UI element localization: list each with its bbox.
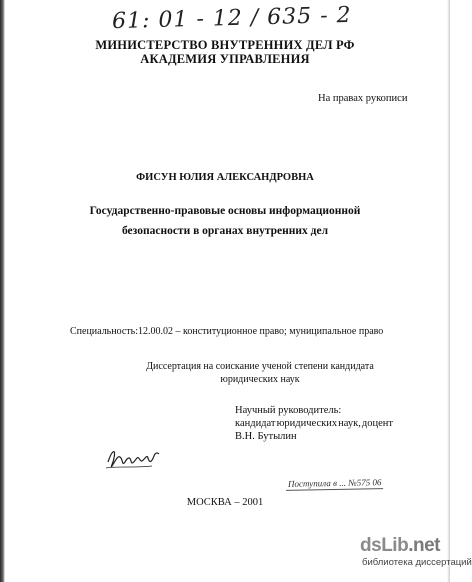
author-name: ФИСУН ЮЛИЯ АЛЕКСАНДРОВНА — [136, 172, 314, 183]
logo-part-net: .net — [408, 535, 440, 556]
supervisor-degree-word: доцент — [361, 418, 393, 429]
academy-name: АКАДЕМИЯ УПРАВЛЕНИЯ — [140, 52, 310, 66]
degree-line2: юридических наук — [220, 374, 300, 385]
library-caption: библиотека диссертаций — [362, 557, 472, 568]
library-receipt-stamp: Поступила в ... №575 06 — [286, 477, 384, 491]
supervisor-degree-word: кандидат — [235, 418, 276, 429]
specialty-line: Специальность:12.00.02 – конституционное право; муниципальное право — [70, 326, 384, 337]
dissertation-title-line2: безопасности в органах внутренних дел — [121, 225, 329, 237]
supervisor-name: В.Н. Бутылин — [235, 431, 297, 442]
archive-code-handwritten: 61: 01 - 12 / 635 - 2 — [111, 2, 352, 35]
scan-left-edge — [0, 0, 5, 582]
supervisor-degree-word: наук, — [338, 418, 361, 429]
handwritten-signature — [104, 444, 162, 474]
dslib-logo[interactable] — [360, 535, 440, 557]
degree-line1: Диссертация на соискание ученой степени кандидата — [146, 361, 374, 372]
supervisor-degree-word: юридических — [276, 418, 338, 429]
manuscript-rights-note: На правах рукописи — [318, 93, 408, 104]
supervisor-heading: Научный руководитель: — [235, 405, 342, 416]
supervisor-degree — [235, 418, 393, 429]
logo-part-ds: ds — [360, 535, 382, 556]
logo-part-lib: Lib — [381, 535, 409, 556]
city-year: МОСКВА – 2001 — [186, 497, 264, 508]
scan-right-edge — [447, 0, 450, 582]
ministry-name: МИНИСТЕРСТВО ВНУТРЕННИХ ДЕЛ РФ — [95, 38, 355, 52]
dissertation-title-line1: Государственно-правовые основы информационной — [89, 205, 361, 217]
